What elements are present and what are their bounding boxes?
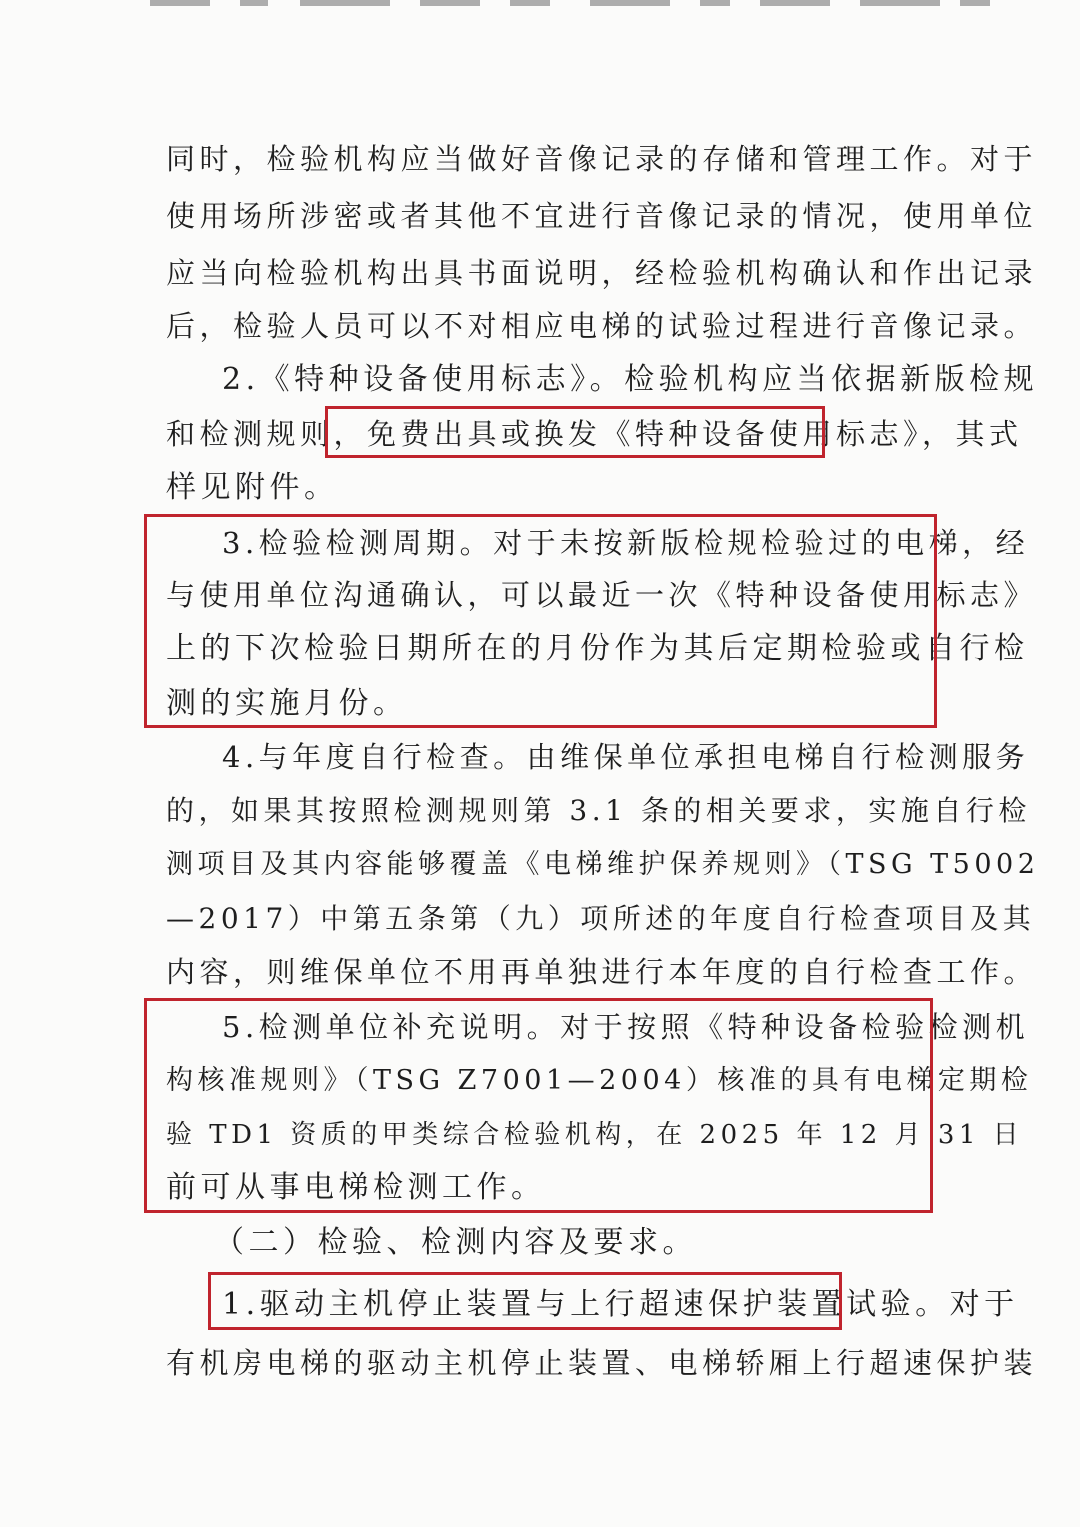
item-5-heading-line: 5.检测单位补充说明。对于按照《特种设备检验检测机 <box>222 1010 1030 1044</box>
text-line-11: 测的实施月份。 <box>166 686 408 721</box>
section-heading-line: （二）检验、检测内容及要求。 <box>214 1225 697 1260</box>
text-line-19: 验 TD1 资质的甲类综合检验机构，在 2025 年 12 月 31 日 <box>166 1120 1024 1150</box>
text-line-16: 内容，则维保单位不用再单独进行本年度的自行检查工作。 <box>166 955 1038 989</box>
text-line-14: 测项目及其内容能够覆盖《电梯维护保养规则》（TSG T5002 <box>166 849 1040 880</box>
text-line-20: 前可从事电梯检测工作。 <box>166 1170 546 1205</box>
text-line-15: —2017）中第五条第（九）项所述的年度自行检查项目及其 <box>166 902 1036 935</box>
text-line-1: 同时，检验机构应当做好音像记录的存储和管理工作。对于 <box>166 142 1038 176</box>
text-line-18: 构核准规则》（TSG Z7001—2004）核准的具有电梯定期检 <box>166 1065 1033 1096</box>
item-3-heading-line: 3.检验检测周期。对于未按新版检规检验过的电梯，经 <box>222 526 1030 560</box>
item-4-heading-line: 4.与年度自行检查。由维保单位承担电梯自行检测服务 <box>222 740 1030 774</box>
text-line-7: 样见附件。 <box>166 470 339 505</box>
text-line-2: 使用场所涉密或者其他不宜进行音像记录的情况，使用单位 <box>166 199 1038 233</box>
text-line-23: 有机房电梯的驱动主机停止装置、电梯轿厢上行超速保护装 <box>166 1346 1038 1380</box>
text-line-3: 应当向检验机构出具书面说明，经检验机构确认和作出记录 <box>166 256 1038 290</box>
item-1-heading-line: 1.驱动主机停止装置与上行超速保护装置试验。对于 <box>222 1287 1019 1322</box>
text-line-6: 和检测规则，免费出具或换发《特种设备使用标志》，其式 <box>166 417 1023 451</box>
text-line-13: 的，如果其按照检测规则第 3.1 条的相关要求，实施自行检 <box>166 794 1031 827</box>
text-line-10: 上的下次检验日期所在的月份作为其后定期检验或自行检 <box>166 631 1029 666</box>
text-line-4: 后，检验人员可以不对相应电梯的试验过程进行音像记录。 <box>166 309 1038 343</box>
text-line-9: 与使用单位沟通确认，可以最近一次《特种设备使用标志》 <box>166 578 1038 612</box>
item-2-heading-line: 2.《特种设备使用标志》。检验机构应当依据新版检规 <box>222 362 1039 397</box>
cropped-previous-line <box>0 0 1080 10</box>
